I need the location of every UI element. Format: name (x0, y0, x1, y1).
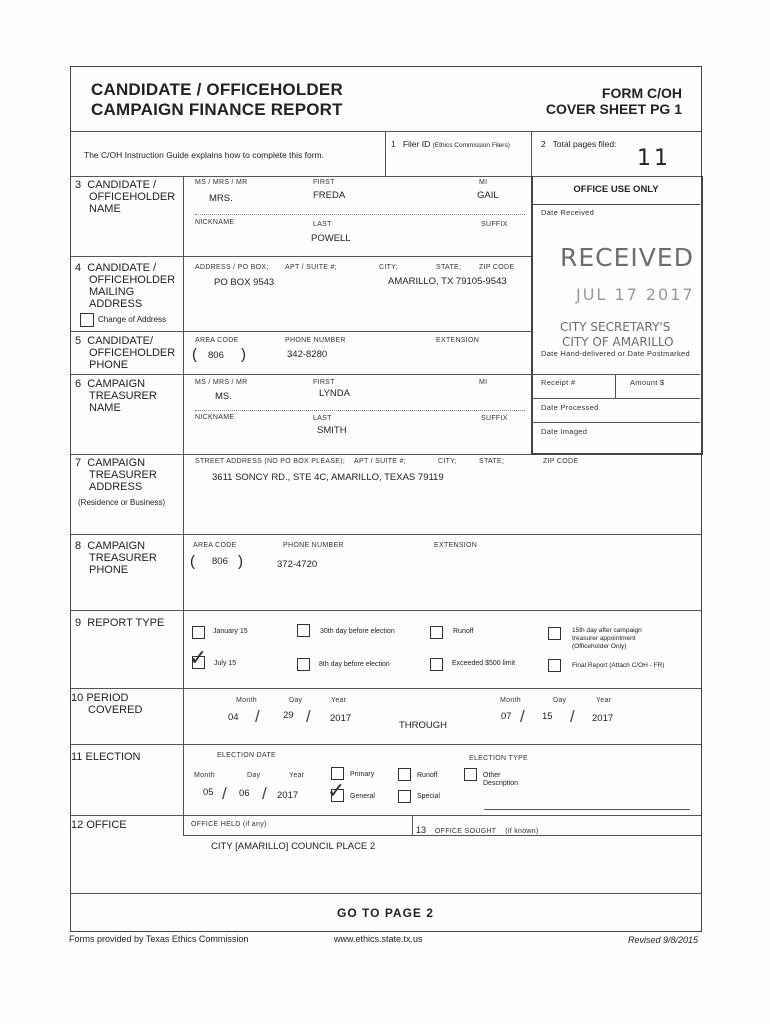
s10-slash: / (255, 707, 260, 726)
section5-label: 5 CANDIDATE/ OFFICEHOLDER PHONE (75, 335, 176, 371)
s10-from-month[interactable]: 04 (228, 712, 239, 723)
s5-area-paren-open: ( (192, 346, 197, 363)
s6-last-value[interactable]: SMITH (317, 425, 347, 436)
s10-to-year-label: Year (596, 697, 612, 704)
s10-to-day[interactable]: 15 (542, 711, 553, 722)
office-use-title: OFFICE USE ONLY (573, 184, 659, 195)
divider (195, 410, 525, 411)
s3-first-value[interactable]: FREDA (313, 190, 346, 201)
stamp-city-secretary: CITY SECRETARY'S (560, 320, 671, 334)
divider (531, 422, 700, 423)
total-pages-field[interactable] (541, 138, 616, 150)
s6-ms-label: MS / MRS / MR (195, 379, 248, 386)
s5-ext-label: EXTENSION (436, 337, 480, 344)
s10-through: THROUGH (399, 720, 448, 731)
divider (385, 131, 386, 176)
s7-state-label: STATE; (479, 458, 505, 465)
s11-year[interactable]: 2017 (277, 790, 299, 801)
s8-area-paren-close: ) (238, 553, 243, 570)
s10-from-year-label: Year (331, 697, 347, 704)
election-runoff-label: Runoff (417, 772, 438, 779)
stamp-city-of-amarillo: CITY OF AMARILLO (562, 335, 674, 349)
footer-left: Forms provided by Texas Ethics Commission (69, 934, 249, 944)
divider (70, 610, 701, 611)
s5-phone-label: PHONE NUMBER (285, 337, 346, 344)
s7-city-label: CITY; (438, 458, 457, 465)
form-title-line2: CAMPAIGN FINANCE REPORT (91, 100, 343, 119)
election-other-label: Other Description (483, 772, 519, 787)
total-pages-num: 2 (541, 139, 546, 149)
date-hand-delivered-label: Date Hand-delivered or Date Postmarked (541, 349, 690, 358)
s11-year-label: Year (289, 772, 305, 779)
s4-city-label: CITY; (379, 264, 398, 271)
section10-label: 10 PERIOD COVERED (71, 692, 143, 716)
s10-to-month-label: Month (500, 697, 521, 704)
go-to-page-2: GO TO PAGE 2 (337, 906, 434, 920)
report-type-runoff-checkbox[interactable] (430, 626, 443, 639)
s6-mi-label: MI (479, 379, 488, 386)
report-type-exceeded-checkbox[interactable] (430, 658, 443, 671)
s8-phone-label: PHONE NUMBER (283, 542, 344, 549)
s11-date-label: ELECTION DATE (217, 752, 277, 759)
s6-last-label: LAST (313, 415, 332, 422)
s8-phone-value[interactable]: 372-4720 (277, 559, 318, 570)
s10-from-day[interactable]: 29 (283, 710, 294, 721)
divider (412, 815, 413, 835)
s6-first-label: FIRST (313, 379, 335, 386)
s12-held-value[interactable]: CITY [AMARILLO] COUNCIL PLACE 2 (211, 841, 376, 852)
stamp-received: RECEIVED (560, 243, 694, 272)
divider (70, 688, 701, 689)
divider (183, 176, 184, 454)
divider (183, 835, 701, 836)
s7-note: (Residence or Business) (78, 498, 166, 507)
total-pages-value: 11 (637, 146, 671, 171)
divider (70, 256, 531, 257)
election-other-checkbox[interactable] (464, 768, 477, 781)
election-special-label: Special (417, 793, 440, 800)
s10-to-month[interactable]: 07 (501, 711, 512, 722)
report-type-30th-day-checkbox[interactable] (297, 624, 310, 637)
s7-apt-label: APT / SUITE #; (354, 458, 406, 465)
report-type-final-label: Final Report (Attach C/OH - FR) (572, 662, 665, 669)
filer-id-num: 1 (391, 139, 396, 149)
s8-area-label: AREA CODE (193, 542, 237, 549)
report-type-15th-day-label: 15th day after campaign treasurer appointment (Officeholder Only) (572, 627, 642, 650)
s10-to-day-label: Day (553, 697, 567, 704)
s10-from-day-label: Day (289, 697, 303, 704)
s8-ext-label: EXTENSION (434, 542, 478, 549)
report-type-january15-label: January 15 (213, 628, 248, 635)
section6-label: 6 CAMPAIGN TREASURER NAME (75, 378, 157, 414)
s3-mi-value[interactable]: GAIL (477, 190, 499, 201)
date-received-label: Date Received (541, 208, 595, 217)
s10-slash: / (306, 707, 311, 726)
form-id: FORM C/OH (601, 85, 682, 101)
stamp-date: JUL 17 2017 (576, 285, 695, 304)
s6-first-value[interactable]: LYNDA (319, 388, 350, 399)
s11-month[interactable]: 05 (203, 787, 214, 798)
s3-mi-label: MI (479, 179, 488, 186)
s4-zip-label: ZIP CODE (479, 264, 515, 271)
s4-apt-label: APT / SUITE #; (285, 264, 337, 271)
form-subtitle: COVER SHEET PG 1 (545, 101, 682, 117)
s11-type-label: ELECTION TYPE (469, 755, 529, 762)
divider (70, 893, 701, 894)
section7-label: 7 CAMPAIGN TREASURER ADDRESS (75, 457, 157, 493)
filer-id-field[interactable] (391, 138, 510, 152)
report-type-runoff-label: Runoff (453, 628, 474, 635)
s10-from-month-label: Month (236, 697, 257, 704)
s3-last-value[interactable]: POWELL (311, 233, 351, 244)
report-type-exceeded-label: Exceeded $500 limit (452, 660, 516, 667)
form-title-line1: CANDIDATE / OFFICEHOLDER (91, 80, 343, 99)
section3-label: 3 CANDIDATE / OFFICEHOLDER NAME (75, 179, 176, 215)
divider (70, 815, 701, 816)
section8-label: 8 CAMPAIGN TREASURER PHONE (75, 540, 157, 576)
section13-label: 13 OFFICE SOUGHT (if known) (416, 825, 539, 835)
s5-area-label: AREA CODE (195, 337, 239, 344)
s11-day-label: Day (247, 772, 261, 779)
report-type-final-checkbox[interactable] (548, 659, 561, 672)
divider (531, 398, 700, 399)
s6-suffix-label: SUFFIX (481, 415, 508, 422)
divider (615, 374, 616, 398)
instruction-text: The C/OH Instruction Guide explains how to complete this form. (84, 150, 324, 160)
divider (70, 534, 701, 535)
s8-area-paren-open: ( (190, 553, 195, 570)
s10-slash: / (570, 707, 575, 726)
s11-month-label: Month (194, 772, 215, 779)
s3-nickname-label: NICKNAME (195, 219, 235, 226)
s4-city-state-zip-value[interactable]: AMARILLO, TX 79105-9543 (388, 276, 507, 287)
report-type-july15-label: July 15 (214, 660, 237, 667)
report-type-8th-day-checkbox[interactable] (297, 658, 310, 671)
divider (183, 454, 184, 835)
report-type-january15-checkbox[interactable] (192, 626, 205, 639)
report-type-15th-day-checkbox[interactable] (548, 627, 561, 640)
divider (70, 744, 701, 745)
other-description-line (484, 809, 690, 810)
election-general-label: General (350, 793, 375, 800)
s5-area-value[interactable]: 806 (208, 350, 224, 361)
checkmark-icon: ✓ (327, 779, 346, 804)
receipt-label: Receipt # (541, 378, 576, 387)
s12-held-label: OFFICE HELD (if any) (191, 821, 267, 828)
s7-address-value[interactable]: 3611 SONCY RD., STE 4C, AMARILLO, TEXAS 79119 (212, 472, 444, 483)
change-of-address-checkbox[interactable] (80, 313, 94, 327)
s10-slash: / (520, 707, 525, 726)
s4-address-label: ADDRESS / PO BOX; (195, 264, 269, 271)
s4-state-label: STATE; (436, 264, 462, 271)
amount-label: Amount $ (630, 378, 665, 387)
s8-area-value[interactable]: 806 (212, 556, 228, 567)
total-pages-label: Total pages filed: (552, 139, 617, 149)
s11-slash: / (262, 784, 267, 803)
footer-right: Revised 9/8/2015 (627, 935, 698, 945)
divider (531, 204, 700, 205)
filer-id-note: (Ethics Commission Filers) (432, 142, 510, 149)
section11-label: 11 ELECTION (71, 751, 141, 763)
s10-from-year[interactable]: 2017 (330, 713, 352, 724)
s11-slash: / (222, 784, 227, 803)
divider (70, 374, 531, 375)
s7-zip-label: ZIP CODE (543, 458, 579, 465)
change-of-address-label: Change of Address (98, 315, 167, 324)
filer-id-label: Filer ID (402, 139, 431, 149)
date-processed-label: Date Processed (541, 403, 599, 412)
divider (195, 214, 525, 215)
s3-last-label: LAST (313, 221, 332, 228)
s3-first-label: FIRST (313, 179, 335, 186)
election-special-checkbox[interactable] (398, 790, 411, 803)
section12-label: 12 OFFICE (71, 819, 127, 831)
footer-center[interactable]: www.ethics.state.tx.us (334, 934, 423, 944)
s10-to-year[interactable]: 2017 (592, 713, 614, 724)
s5-area-paren-close: ) (241, 346, 246, 363)
s4-address-value[interactable]: PO BOX 9543 (214, 277, 275, 288)
election-primary-label: Primary (350, 771, 375, 778)
election-runoff-checkbox[interactable] (398, 768, 411, 781)
report-type-30th-day-label: 30th day before election (320, 628, 395, 635)
s7-street-label: STREET ADDRESS (NO PO BOX PLEASE); (195, 458, 346, 465)
s5-phone-value[interactable]: 342-8280 (287, 349, 328, 360)
section9-label: 9 REPORT TYPE (75, 617, 165, 629)
s11-day[interactable]: 06 (239, 788, 250, 799)
s3-suffix-label: SUFFIX (481, 221, 508, 228)
office-use-box (531, 176, 703, 455)
s3-ms-label: MS / MRS / MR (195, 179, 248, 186)
divider (70, 331, 531, 332)
s6-nickname-label: NICKNAME (195, 414, 235, 421)
s6-ms-value[interactable]: MS. (215, 391, 232, 402)
divider (531, 131, 532, 176)
section4-label: 4 CANDIDATE / OFFICEHOLDER MAILING ADDRESS (75, 262, 176, 310)
report-type-8th-day-label: 8th day before election (319, 661, 390, 668)
checkmark-icon: ✓ (189, 646, 208, 671)
date-imaged-label: Date Imaged (541, 427, 588, 436)
s3-ms-value[interactable]: MRS. (209, 193, 233, 204)
